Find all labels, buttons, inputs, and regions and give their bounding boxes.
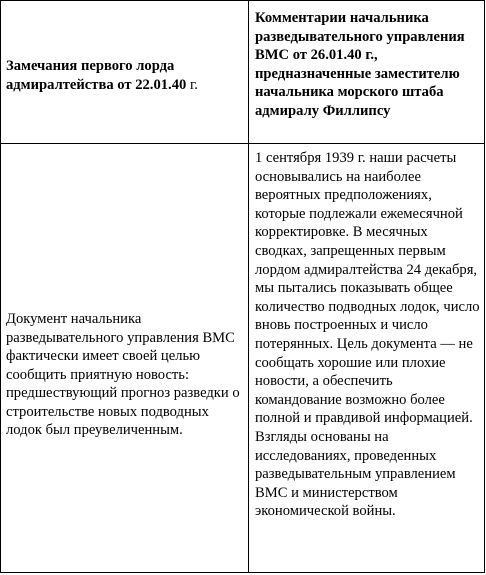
header-row — [1, 1, 485, 144]
header-cell-intelligence-chief — [249, 1, 485, 144]
header-intelligence-chief-text: Комментарии начальника разведывательного управления ВМС от 26.01.40 г., предназначенные заместителю начальника морского штаба адмиралу Филлипсу — [255, 10, 465, 119]
content-row — [1, 144, 485, 573]
intelligence-chief-comment-text: 1 сентября 1939 г. наши расчеты основывались на наиболее вероятных предположениях, которые подлежали ежемесячной корректировке. В месячных сводках, запрещенных первым лордом адмиралтейства 24 декабря, мы пытались показывать общее количество подводных лодок, число вновь построенных и число потерянных. Цель документа — не сообщать хорошие или плохие новости, а обеспечить командование возможно более полной и правдивой информацией. Взгляды основаны на исследованиях, проведенных разведывательным управлением ВМС и министерством экономической войны. — [255, 150, 480, 520]
header-cell-first-lord — [1, 1, 249, 144]
header-first-lord-label: Замечания первого лорда адмиралтейства от 22.01.40 — [6, 58, 187, 93]
header-first-lord-text — [6, 49, 243, 94]
content-cell-first-lord — [1, 144, 249, 573]
header-first-lord-suffix: г. — [186, 77, 198, 93]
content-cell-intelligence-chief — [249, 144, 485, 573]
first-lord-remark-text: Документ начальника разведывательного управления ВМС фактически имеет своей целью сообщить приятную новость: предшествующий прогноз разведки о строительстве новых подводных лодок был преувеличенным. — [6, 310, 240, 439]
